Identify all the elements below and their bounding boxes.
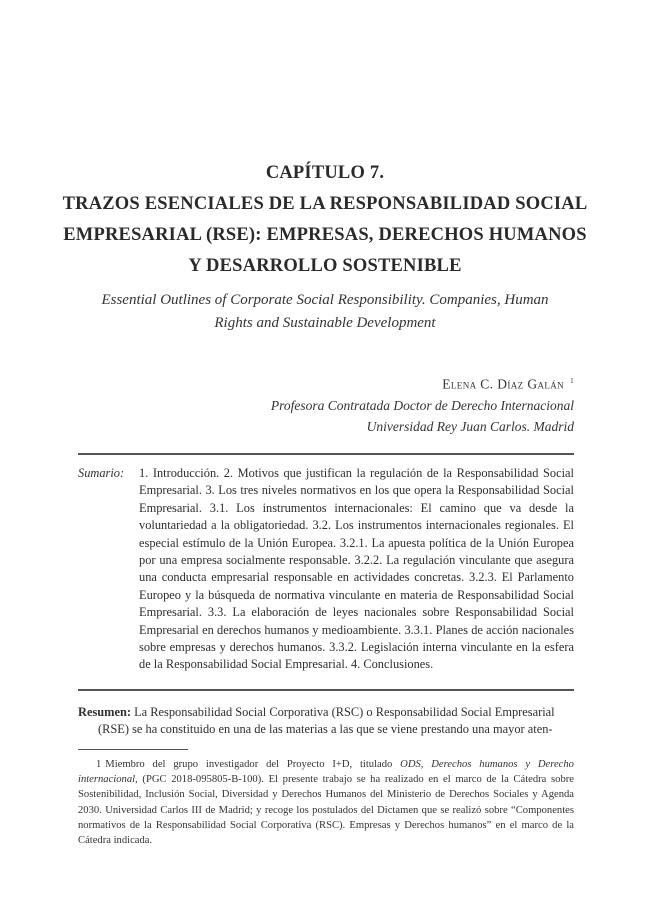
english-subtitle [70, 289, 580, 335]
subtitle-line-2: Rights and Sustainable Development [214, 315, 436, 331]
subtitle-line-1: Essential Outlines of Corporate Social Responsibility. Companies, Human [101, 292, 549, 308]
chapter-title-line-1: TRAZOS ESENCIALES DE LA RESPONSABILIDAD SOCIAL [62, 194, 588, 214]
footnote-number: 1 [96, 759, 102, 770]
chapter-title-line-2: EMPRESARIAL (RSE): EMPRESAS, DERECHOS HUMANOS [63, 225, 587, 245]
footnote-text-1: Miembro del grupo investigador del Proyecto I+D, titulado [105, 759, 401, 770]
chapter-number: CAPÍTULO 7. [265, 163, 385, 183]
footnote [78, 757, 574, 848]
summary-bottom-rule [78, 689, 574, 691]
author-role: Profesora Contratada Doctor de Derecho Internacional [270, 397, 574, 413]
footnote-italic-title: ODS, Derechos humanos y Derecho internacional [78, 759, 574, 786]
summary-top-rule [78, 453, 574, 455]
summary-text: 1. Introducción. 2. Motivos que justifican la regulación de la Responsabilidad Social Empresarial. 3. Los tres niveles normativos en los que opera la Responsabilidad Social Empresarial. 3.1. Los instrumentos internacionales: El camino que va desde la voluntariedad a la obligatoriedad. 3.2. Los instrumentos internacionales regionales. El especial estímulo de la Unión Europea. 3.2.1. La apuesta política de la Unión Europea por una empresa socialmente responsable. 3.2.2. La regulación vinculante que asegura una conducta empresarial responsable en actividades concretas. 3.2.3. El Parlamento Europeo y la búsqueda de normativa vinculante en materia de Responsabilidad Social Empresarial. 3.3. La elaboración de leyes nacionales sobre Responsabilidad Social Empresarial en derechos humanos y medioambiente. 3.3.1. Planes de acción nacionales sobre empresas y derechos humanos. 3.3.2. Legislación interna vinculante en la esfera de la Responsabilidad Social Empresarial. 4. Conclusiones. [139, 466, 574, 672]
abstract-label: Resumen: [78, 705, 131, 719]
abstract-line-1 [78, 704, 574, 721]
abstract-block [78, 704, 574, 739]
footnote-rule [78, 749, 188, 750]
chapter-heading [40, 158, 610, 282]
author-affiliation: Universidad Rey Juan Carlos. Madrid [366, 418, 574, 434]
summary-label: Sumario: [78, 466, 125, 480]
abstract-text-2: (RSE) se ha constituido en una de las materias a las que se viene prestando una mayor aten- [98, 722, 553, 737]
chapter-title-line-3: Y DESARROLLO SOSTENIBLE [188, 256, 462, 276]
footnote-mark[interactable]: 1 [570, 377, 574, 385]
abstract-text-1: La Responsabilidad Social Corporativa (RSC) o Responsabilidad Social Empresarial [134, 705, 555, 719]
author-name-line [271, 371, 574, 395]
author-block [271, 371, 574, 437]
summary-block [78, 465, 574, 674]
author-name: Elena C. Díaz Galán [442, 376, 565, 392]
footnote-text-2: , (PGC 2018-095805-B-100). El presente trabajo se ha realizado en el marco de la Cátedra sobre Sostenibilidad, Inclusión Social, Diversidad y Derechos Humanos del Ministerio de Derechos Sociales y Agenda 2030. Universidad Carlos III de Madrid; y recoge los postulados del Dictamen que se realizó sobre “Componentes normativos de la Responsabilidad Social Corporativa (RSC). Empresas y Derechos humanos” en el marco de la Cátedra indicada. [78, 774, 574, 847]
